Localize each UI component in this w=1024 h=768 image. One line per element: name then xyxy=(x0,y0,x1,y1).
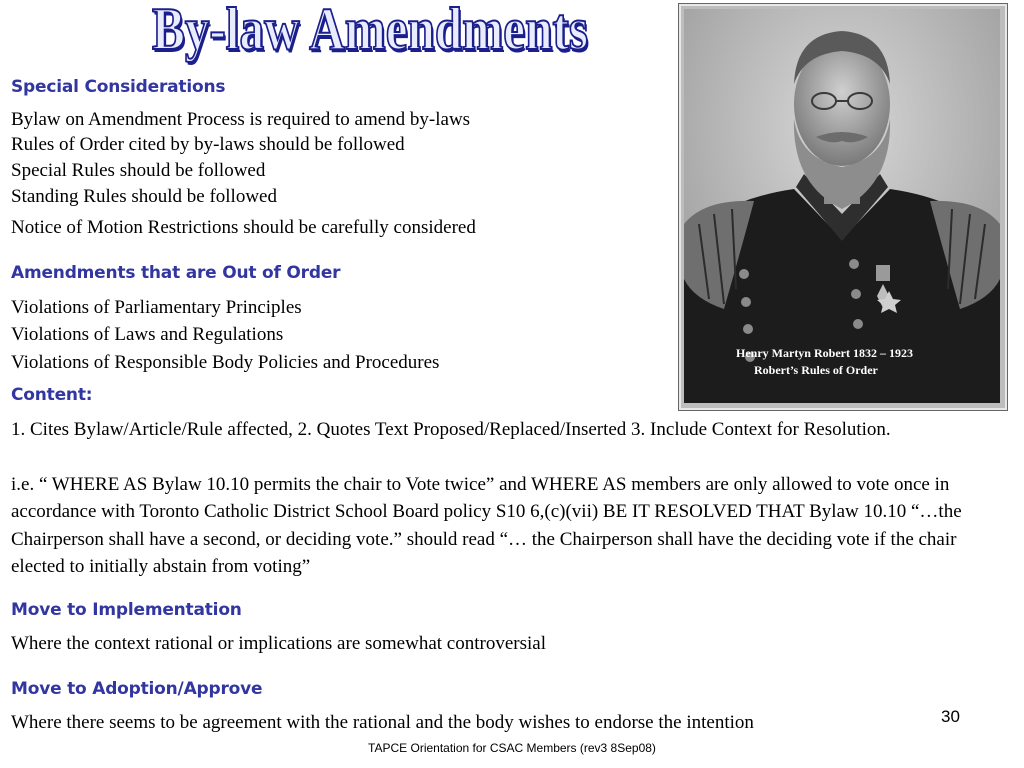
line-notice-of-motion: Notice of Motion Restrictions should be carefully considered xyxy=(11,217,476,238)
slide-title: By-law Amendments xyxy=(152,0,588,62)
content-text: 1. Cites Bylaw/Article/Rule affected, 2. Quotes Text Proposed/Replaced/Inserted 3. Include Context for Resolution. xyxy=(11,419,891,440)
slide-number: 30 xyxy=(941,707,960,726)
line-body-policies: Violations of Responsible Body Policies and Procedures xyxy=(11,352,440,373)
portrait-frame xyxy=(678,3,1008,411)
line-amendment-process: Bylaw on Amendment Process is required to amend by-laws xyxy=(11,109,471,130)
implementation-text: Where the context rational or implications are somewhat controversial xyxy=(11,633,546,654)
heading-content: Content: xyxy=(11,385,93,405)
line-rules-of-order: Rules of Order cited by by-laws should be followed xyxy=(11,134,405,155)
line-parliamentary-principles: Violations of Parliamentary Principles xyxy=(11,297,302,318)
footer-text: TAPCE Orientation for CSAC Members (rev3 8Sep08) xyxy=(368,741,656,755)
heading-implementation: Move to Implementation xyxy=(11,600,242,620)
heading-special-considerations: Special Considerations xyxy=(11,77,226,97)
adoption-text: Where there seems to be agreement with the rational and the body wishes to endorse the intention xyxy=(11,712,754,733)
line-special-rules: Special Rules should be followed xyxy=(11,160,266,181)
content-example: i.e. “ WHERE AS Bylaw 10.10 permits the chair to Vote twice” and WHERE AS members are only allowed to vote once in accordance with Toronto Catholic District School Board policy S10 6,(c)(vii) BE IT RESOLVED THAT Bylaw 10.10 “…the Chairperson shall have a second, or deciding vote.” should read “… the Chairperson shall have the deciding vote if the chair elected to initially abstain from voting” xyxy=(11,474,962,578)
portrait-illustration xyxy=(684,9,1000,403)
heading-out-of-order: Amendments that are Out of Order xyxy=(11,263,341,283)
portrait-caption-subtitle: Robert’s Rules of Order xyxy=(754,363,878,377)
portrait-photo xyxy=(684,9,1000,403)
line-standing-rules: Standing Rules should be followed xyxy=(11,186,277,207)
line-laws-regulations: Violations of Laws and Regulations xyxy=(11,324,284,345)
portrait-caption-name: Henry Martyn Robert 1832 – 1923 xyxy=(736,346,913,360)
heading-adoption: Move to Adoption/Approve xyxy=(11,679,263,699)
